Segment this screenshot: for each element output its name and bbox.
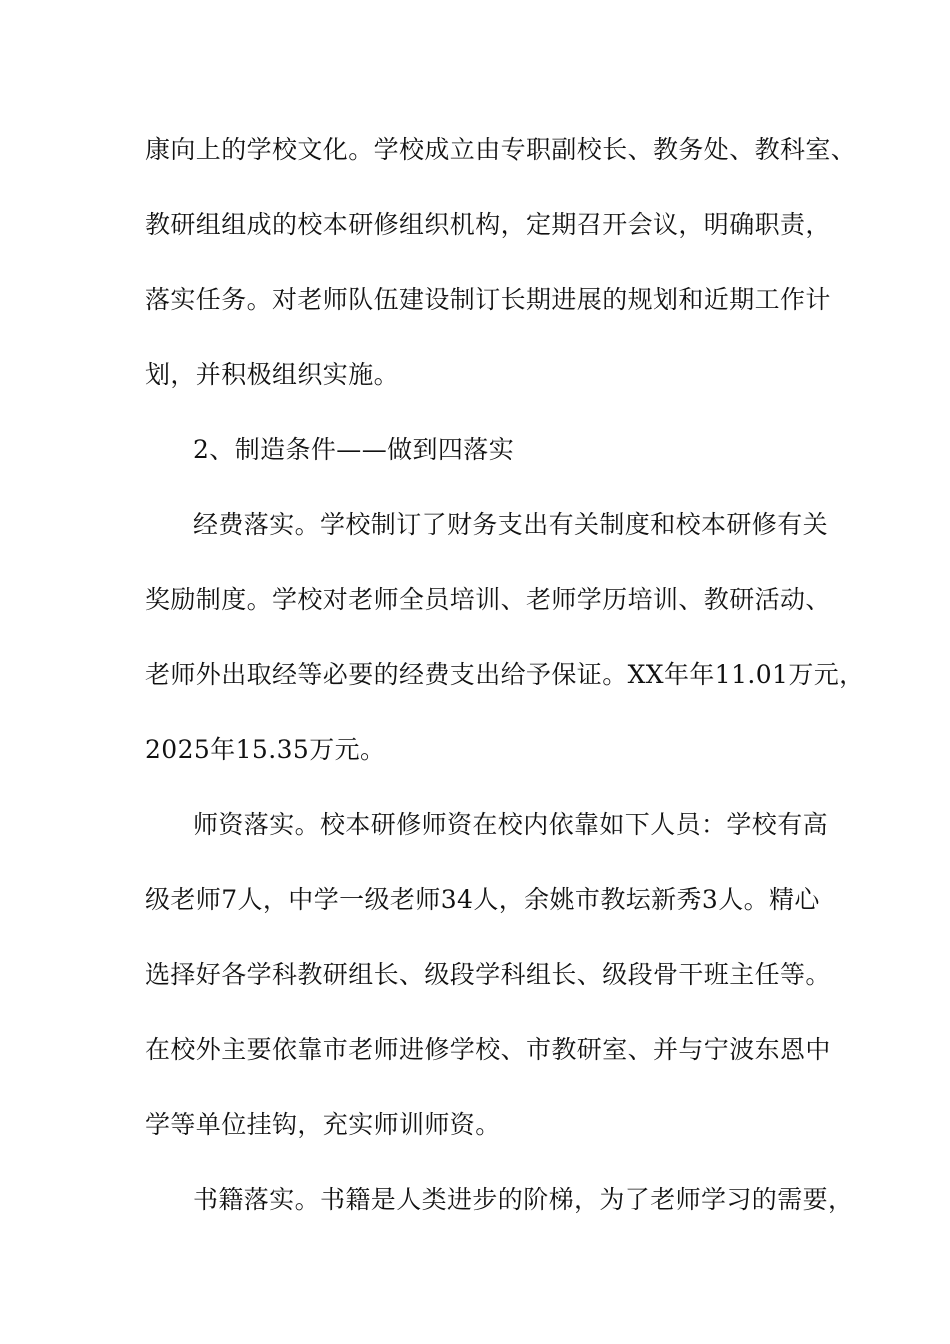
text-line: 2025年15.35万元。: [145, 735, 386, 764]
text-line: 选择好各学科教研组长、级段学科组长、级段骨干班主任等。: [145, 960, 831, 989]
text-line: 老师外出取经等必要的经费支出给予保证。XX年年11.01万元，: [145, 660, 865, 689]
section-heading: 2、制造条件——做到四落实: [193, 435, 515, 464]
text-line: 学等单位挂钩，充实师训师资。: [145, 1110, 501, 1139]
text-line: 级老师7人，中学一级老师34人，余姚市教坛新秀3人。精心: [145, 885, 820, 914]
text-line: 奖励制度。学校对老师全员培训、老师学历培训、教研活动、: [145, 585, 831, 614]
text-line: 落实任务。对老师队伍建设制订长期进展的规划和近期工作计: [145, 285, 831, 314]
text-line: 经费落实。学校制订了财务支出有关制度和校本研修有关: [193, 510, 829, 539]
text-line: 书籍落实。书籍是人类进步的阶梯，为了老师学习的需要，: [193, 1185, 854, 1214]
text-line: 划，并积极组织实施。: [145, 360, 400, 389]
text-line: 康向上的学校文化。学校成立由专职副校长、教务处、教科室、: [145, 135, 857, 164]
text-line: 师资落实。校本研修师资在校内依靠如下人员：学校有高: [193, 810, 829, 839]
text-line: 在校外主要依靠市老师进修学校、市教研室、并与宁波东恩中: [145, 1035, 831, 1064]
text-line: 教研组组成的校本研修组织机构，定期召开会议，明确职责，: [145, 210, 831, 239]
